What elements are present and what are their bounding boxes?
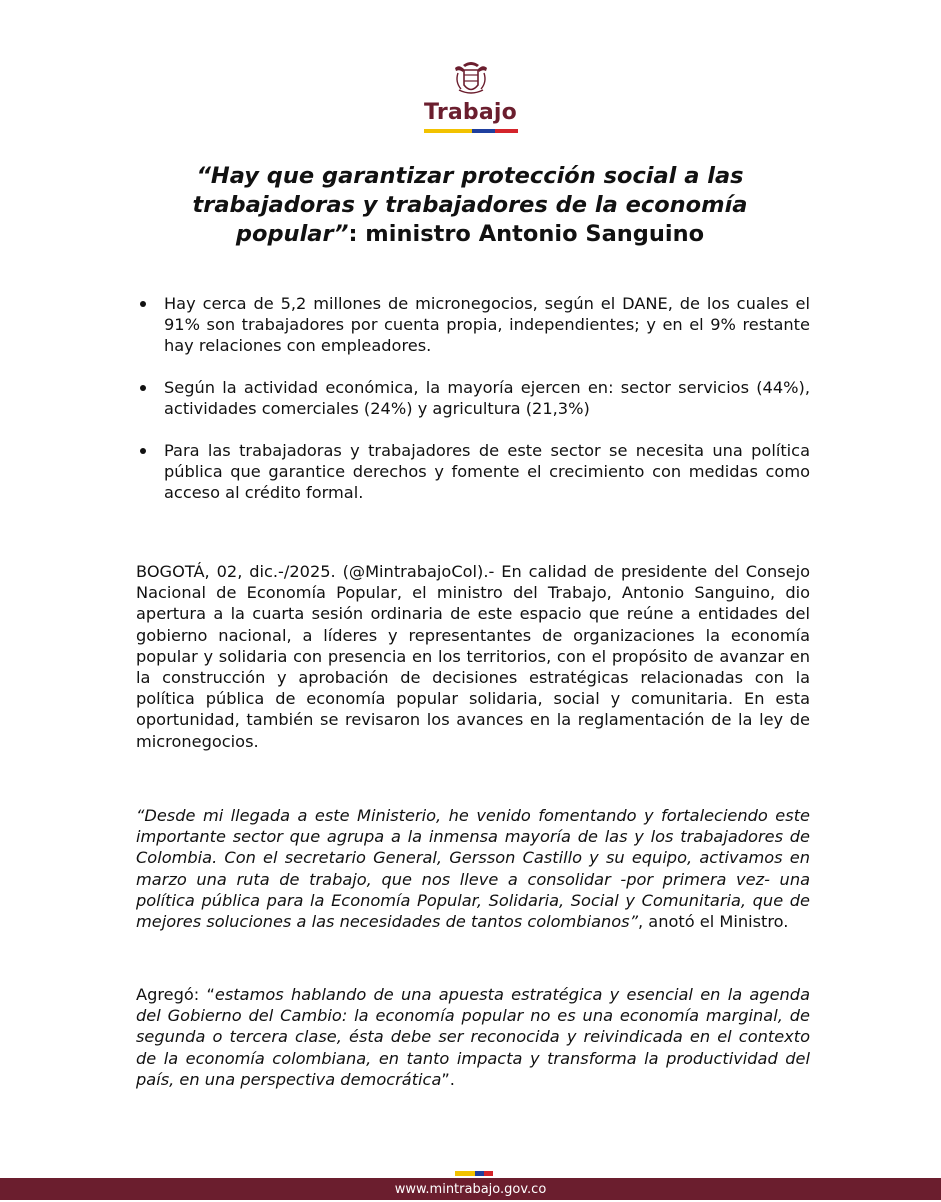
bullet-item: Según la actividad económica, la mayoría ejercen en: sector servicios (44%), actividades comerciales (24%) y agricultura (21,3%) — [136, 377, 810, 419]
body-paragraph-added — [136, 984, 810, 1090]
body-paragraph-quote — [136, 805, 810, 932]
quote-attribution: , anotó el Ministro. — [637, 912, 789, 932]
footer-flag-stripe — [455, 1171, 493, 1176]
summary-bullet-list — [136, 293, 810, 524]
ministry-logo — [0, 58, 941, 133]
footer-url-link[interactable]: www.mintrabajo.gov.co — [394, 1182, 547, 1197]
headline-quote: “Hay que garantizar protección social a las trabajadoras y trabajadores de la economía popular” — [192, 163, 748, 247]
colombia-coat-of-arms-icon — [449, 58, 493, 98]
added-quote: estamos hablando de una apuesta estratégica y esencial en la agenda del Gobierno del Cambio: la economía popular no es una economía marginal, de segunda o tercera clase, ésta debe ser reconocida y reivindicada en el contexto de la economía colombiana, en tanto impacta y transforma la productividad del país, en una perspectiva democrática — [136, 985, 810, 1089]
logo-wordmark: Trabajo — [424, 100, 517, 125]
headline-attribution: : ministro Antonio Sanguino — [348, 221, 705, 247]
body-paragraph-intro: BOGOTÁ, 02, dic.-/2025. (@MintrabajoCol).- En calidad de presidente del Consejo Nacional de Economía Popular, el ministro del Trabajo, Antonio Sanguino, dio apertura a la cuarta sesión ordinaria de este espacio que reúne a entidades del gobierno nacional, a líderes y representantes de organizaciones la economía popular y solidaria con presencia en los territorios, con el propósito de avanzar en la construcción y aprobación de decisiones estratégicas relacionadas con la política pública de economía popular solidaria, social y comunitaria. En esta oportunidad, también se revisaron los avances en la reglamentación de la ley de micronegocios. — [136, 562, 810, 751]
footer-bar — [0, 1178, 941, 1200]
added-lead: Agregó: “ — [136, 985, 215, 1004]
headline — [150, 162, 790, 249]
bullet-item: Para las trabajadoras y trabajadores de este sector se necesita una política pública que garantice derechos y fomente el crecimiento con medidas como acceso al crédito formal. — [136, 440, 810, 503]
minister-quote: “Desde mi llegada a este Ministerio, he venido fomentando y fortaleciendo este importante sector que agrupa a la inmensa mayoría de las y los trabajadores de Colombia. Con el secretario General, Gersson Castillo y su equipo, activamos en marzo una ruta de trabajo, que nos lleve a consolidar -por primera vez- una política pública para la Economía Popular, Solidaria, Social y Comunitaria, que de mejores soluciones a las necesidades de tantos colombianos” — [136, 806, 810, 932]
flag-stripe — [424, 129, 518, 133]
bullet-item: Hay cerca de 5,2 millones de micronegocios, según el DANE, de los cuales el 91% son trabajadores por cuenta propia, independientes; y en el 9% restante hay relaciones con empleadores. — [136, 293, 810, 356]
added-close: ”. — [441, 1069, 455, 1089]
